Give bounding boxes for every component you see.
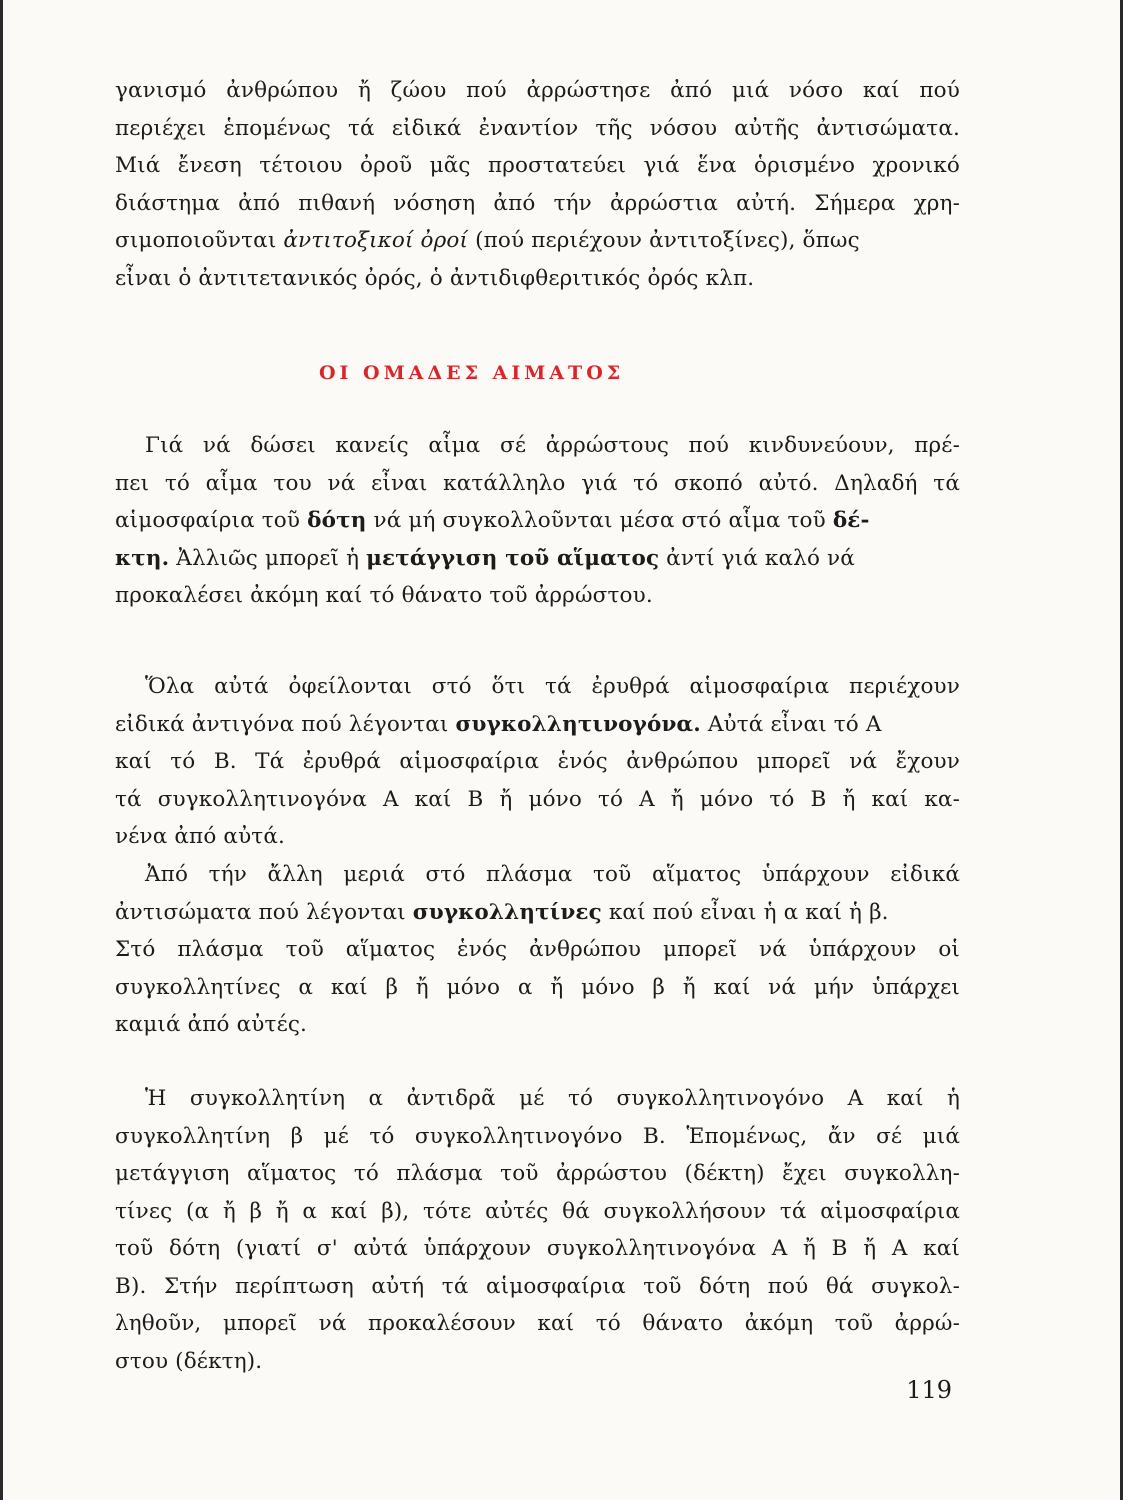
bold-term: δέ- bbox=[832, 508, 870, 533]
text-line bbox=[115, 894, 960, 932]
italic-term: ἀντιτοξικοί ὀροί bbox=[283, 228, 469, 253]
text-line: περιέχει ἑπομένως τά εἰδικά ἐναντίον τῆς νόσου αὐτῆς ἀντισώματα. bbox=[115, 115, 960, 141]
text-line: Ἀπό τήν ἄλλη μεριά στό πλάσμα τοῦ αἵματος ὑπάρχουν εἰδικά bbox=[145, 862, 960, 887]
text-line: Ἡ συγκολλητίνη α ἀντιδρᾶ μέ τό συγκολλητινογόνο Α καί ἡ bbox=[145, 1086, 960, 1111]
bold-term: συγκολλητίνες bbox=[412, 899, 602, 925]
text-line: πει τό αἷμα του νά εἶναι κατάλληλο γιά τό σκοπό αὐτό. Δηλαδή τά bbox=[115, 470, 960, 496]
text-line bbox=[115, 502, 960, 540]
paragraph bbox=[115, 1080, 960, 1380]
bold-term: κτη. bbox=[115, 545, 170, 571]
text-line: τοῦ δότη (γιατί σ' αὐτά ὑπάρχουν συγκολλητινογόνα Α ἤ Β ἤ Α καί bbox=[115, 1236, 960, 1261]
text-line bbox=[115, 706, 960, 744]
section-heading: ΟΙ ΟΜΑΔΕΣ ΑΙΜΑΤΟΣ bbox=[319, 362, 625, 384]
text-line: προκαλέσει ἀκόμη καί τό θάνατο τοῦ ἀρρώστου. bbox=[115, 583, 653, 608]
text-line: Β). Στήν περίπτωση αὐτή τά αἱμοσφαίρια τοῦ δότη πού θά συγκολ- bbox=[115, 1273, 960, 1299]
bold-term: συγκολλητινογόνα. bbox=[455, 711, 701, 737]
bold-term: δότη bbox=[307, 508, 367, 533]
text-line: εἶναι ὁ ἀντιτετανικός ὀρός, ὁ ἀντιδιφθεριτικός ὀρός κλπ. bbox=[115, 265, 755, 291]
text-line: Γιά νά δώσει κανείς αἷμα σέ ἀρρώστους πού κινδυνεύουν, πρέ- bbox=[145, 433, 960, 458]
text-line: συγκολλητίνες α καί β ἤ μόνο α ἤ μόνο β ἤ καί νά μήν ὑπάρχει bbox=[115, 974, 960, 1000]
text-line: διάστημα ἀπό πιθανή νόσηση ἀπό τήν ἀρρώστια αὐτή. Σήμερα χρη- bbox=[115, 190, 960, 216]
text-run: καί πού εἶναι ἡ α καί ἡ β. bbox=[601, 899, 889, 925]
text-run: αἱμοσφαίρια τοῦ bbox=[115, 508, 308, 533]
text-run: ἀντί γιά καλό νά bbox=[659, 545, 855, 571]
paragraph bbox=[115, 427, 960, 615]
text-line: καμιά ἀπό αὐτές. bbox=[115, 1012, 308, 1037]
text-run: ἀντισώματα πού λέγονται bbox=[115, 899, 413, 925]
text-line: συγκολλητίνη β μέ τό συγκολλητινογόνο Β. Ἑπομένως, ἄν σέ μιά bbox=[115, 1123, 960, 1149]
text-line: ληθοῦν, μπορεῖ νά προκαλέσουν καί τό θάνατο ἀκόμη τοῦ ἀρρώ- bbox=[115, 1311, 960, 1336]
text-run: (πού περιέχουν ἀντιτοξίνες), ὅπως bbox=[468, 228, 860, 253]
text-line bbox=[115, 540, 960, 578]
text-line: μετάγγιση αἵματος τό πλάσμα τοῦ ἀρρώστου (δέκτη) ἔχει συγκολλη- bbox=[115, 1161, 960, 1186]
text-line: Ὅλα αὐτά ὀφείλονται στό ὅτι τά ἐρυθρά αἱμοσφαίρια περιέχουν bbox=[145, 674, 960, 699]
text-line: Στό πλάσμα τοῦ αἵματος ἑνός ἀνθρώπου μπορεῖ νά ὑπάρχουν οἱ bbox=[115, 937, 960, 962]
text-line: τίνες (α ἤ β ἤ α καί β), τότε αὐτές θά συγκολλήσουν τά αἱμοσφαίρια bbox=[115, 1198, 960, 1224]
text-line: γανισμό ἀνθρώπου ἤ ζώου πού ἀρρώστησε ἀπό μιά νόσο καί πού bbox=[115, 78, 960, 103]
text-run: σιμοποιοῦνται bbox=[115, 228, 284, 253]
paragraph bbox=[115, 856, 960, 1044]
text-line: στου (δέκτη). bbox=[115, 1348, 263, 1374]
text-line: τά συγκολλητινογόνα Α καί Β ἤ μόνο τό Α ἤ μόνο τό Β ἤ καί κα- bbox=[115, 786, 960, 812]
text-line: Μιά ἔνεση τέτοιου ὀροῦ μᾶς προστατεύει γιά ἕνα ὁρισμένο χρονικό bbox=[115, 153, 960, 178]
paragraph bbox=[115, 668, 960, 856]
bold-term: μετάγγιση τοῦ αἵματος bbox=[366, 545, 660, 571]
text-line bbox=[115, 222, 960, 260]
paragraph-continued bbox=[115, 72, 960, 297]
text-run: εἰδικά ἀντιγόνα πού λέγονται bbox=[115, 711, 456, 737]
text-run: Ἀλλιῶς μπορεῖ ἡ bbox=[169, 545, 367, 571]
text-run: νά μή συγκολλοῦνται μέσα στό αἷμα τοῦ bbox=[366, 508, 833, 533]
page-number: 119 bbox=[906, 1376, 952, 1404]
text-line: καί τό Β. Τά ἐρυθρά αἱμοσφαίρια ἑνός ἀνθρώπου μπορεῖ νά ἔχουν bbox=[115, 749, 960, 774]
text-line: νένα ἀπό αὐτά. bbox=[115, 824, 285, 849]
text-run: Αὐτά εἶναι τό Α bbox=[700, 711, 882, 737]
